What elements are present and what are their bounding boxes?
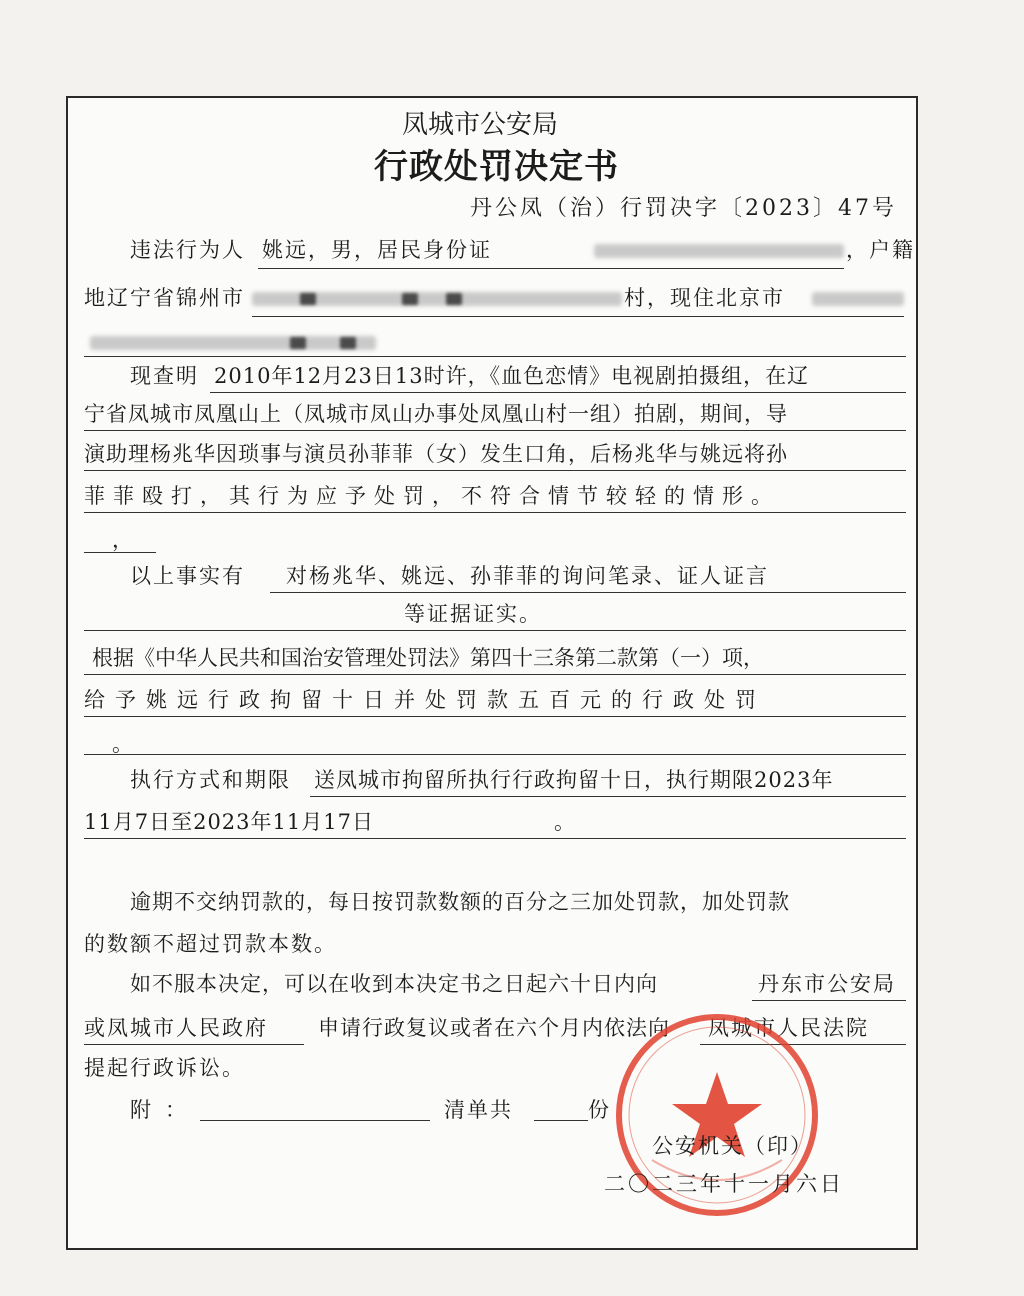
appeal-underline — [752, 1000, 906, 1001]
basis-line: 根据《中华人民共和国治安管理处罚法》第四十三条第二款第（一）项， — [92, 646, 764, 670]
offender-label: 违法行为人 — [130, 238, 245, 262]
redacted-residence — [812, 292, 904, 306]
facts-label: 现查明 — [130, 364, 199, 388]
redacted-mark — [446, 293, 462, 305]
overdue-line: 逾期不交纳罚款的，每日按罚款数额的百分之三加处罚款，加处罚款 — [130, 890, 790, 914]
document-title: 行政处罚决定书 — [374, 147, 619, 187]
offender-domicile-label: 地辽宁省锦州市 — [84, 286, 245, 310]
redacted-id-number — [594, 244, 844, 258]
offender-underline — [252, 316, 904, 317]
execution-underline — [310, 796, 906, 797]
evidence-line: 对杨兆华、姚远、孙菲菲的询问笔录、证人证言 — [286, 564, 769, 588]
offender-underline — [84, 356, 906, 357]
facts-line: 菲菲殴打，其行为应予处罚，不符合情节较轻的情形。 — [84, 484, 780, 508]
authority-seal-label: 公安机关（印） — [652, 1134, 813, 1158]
facts-line: 2010年12月23日13时许，《血色恋情》电视剧拍摄组，在辽 — [214, 364, 810, 388]
attachment-unit: 份 — [588, 1098, 611, 1122]
execution-line: 11月7日至2023年11月17日 — [84, 810, 374, 834]
basis-line: 给予姚远行政拘留十日并处罚款五百元的行政处罚 — [84, 688, 766, 712]
attachment-underline — [200, 1120, 430, 1121]
basis-underline — [84, 716, 906, 717]
attachment-count-underline — [534, 1120, 588, 1121]
evidence-underline — [84, 630, 906, 631]
basis-line: 。 — [112, 732, 135, 756]
appeal-review-agency: 丹东市公安局 — [758, 972, 896, 996]
evidence-line: 等证据证实。 — [404, 602, 542, 626]
issuing-agency: 凤城市公安局 — [402, 110, 559, 140]
facts-underline — [210, 392, 906, 393]
attachment-label: 附： — [130, 1098, 200, 1122]
issue-date: 二〇二三年十一月六日 — [604, 1172, 844, 1196]
appeal-review-government: 或凤城市人民政府 — [84, 1016, 268, 1040]
overdue-line: 的数额不超过罚款本数。 — [84, 932, 337, 956]
appeal-line: 如不服本决定，可以在收到本决定书之日起六十日内向 — [130, 972, 658, 996]
redacted-mark — [300, 293, 316, 305]
offender-household-label: ，户籍 — [846, 238, 915, 262]
facts-underline — [84, 512, 906, 513]
appeal-line: 提起行政诉讼。 — [84, 1056, 245, 1080]
document-number: 丹公凤（治）行罚决字〔2023〕47号 — [470, 196, 897, 221]
appeal-line: 申请行政复议或者在六个月内依法向 — [318, 1016, 670, 1040]
offender-residence-label: 村，现住北京市 — [624, 286, 785, 310]
basis-underline — [84, 674, 906, 675]
offender-name-field: 姚远，男，居民身份证 — [262, 238, 492, 262]
redacted-residence — [90, 336, 376, 350]
execution-line-end: 。 — [554, 810, 577, 834]
offender-underline — [258, 268, 844, 269]
facts-underline — [84, 470, 906, 471]
redacted-mark — [402, 293, 418, 305]
redacted-mark — [340, 337, 356, 349]
basis-underline — [84, 754, 906, 755]
facts-line: 演助理杨兆华因琐事与演员孙菲菲（女）发生口角，后杨兆华与姚远将孙 — [84, 442, 788, 466]
appeal-underline — [84, 1044, 304, 1045]
redacted-mark — [290, 337, 306, 349]
evidence-underline — [270, 592, 906, 593]
execution-line: 送凤城市拘留所执行行政拘留十日，执行期限2023年 — [314, 768, 834, 792]
attachment-list-label: 清单共 — [444, 1098, 513, 1122]
facts-underline — [84, 430, 906, 431]
facts-underline — [84, 552, 156, 553]
execution-underline — [84, 838, 906, 839]
facts-line: ， — [112, 528, 135, 552]
appeal-court: 凤城市人民法院 — [708, 1016, 869, 1040]
facts-line: 宁省凤城市凤凰山上（凤城市凤山办事处凤凰山村一组）拍剧，期间，导 — [84, 402, 788, 426]
execution-label: 执行方式和期限 — [130, 768, 291, 792]
evidence-label: 以上事实有 — [130, 564, 245, 588]
